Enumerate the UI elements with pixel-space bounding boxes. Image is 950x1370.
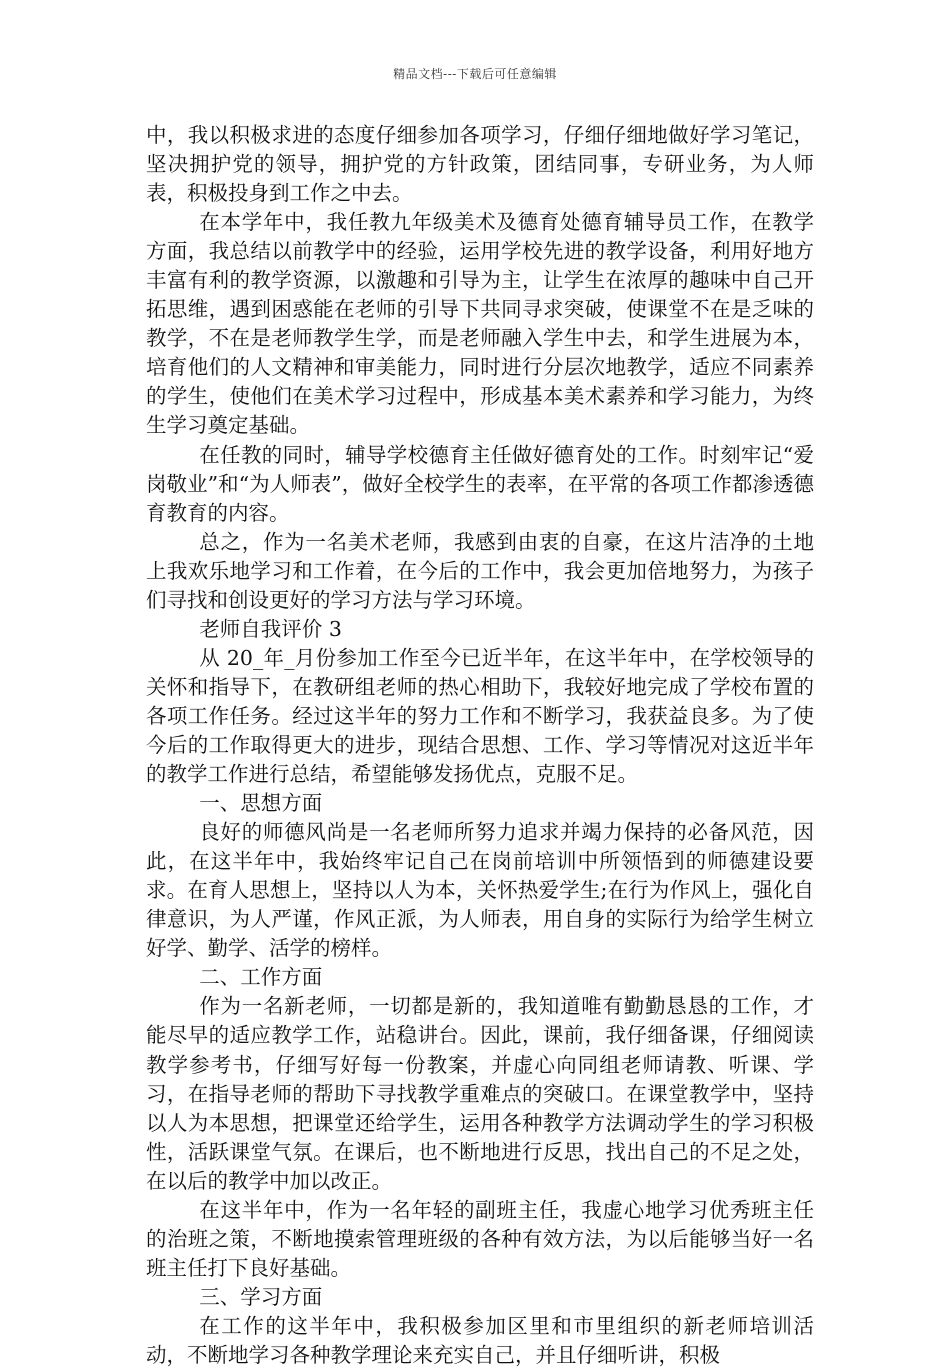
page-header: 精品文档---下载后可任意编辑 (393, 67, 557, 81)
paragraph-intro: 从 20_年_月份参加工作至今已近半年，在这半年中，在学校领导的关怀和指导下，在教研组老师的热心相助下，我较好地完成了学校布置的各项工作任务。经过这半年的努力工作和不断学习，我获益良多。为了使今后的工作取得更大的进步，现结合思想、工作、学习等情况对这近半年的教学工作进行总结，希望能够发扬优点，克服不足。 (146, 645, 814, 787)
section-title-evaluation-3: 老师自我评价 3 (199, 616, 342, 641)
paragraph-work: 作为一名新老师，一切都是新的，我知道唯有勤勤恳恳的工作，才能尽早的适应教学工作，站稳讲台。因此，课前，我仔细备课，仔细阅读教学参考书，仔细写好每一份教案，并虚心向同组老师请教、听课、学习，在指导老师的帮助下寻找教学重难点的突破口。在课堂教学中，坚持以人为本思想，把课堂还给学生，运用各种教学方法调动学生的学习积极性，活跃课堂气氛。在课后，也不断地进行反思，找出自己的不足之处，在以后的教学中加以改正。 (146, 994, 814, 1193)
paragraph-study: 在工作的这半年中，我积极参加区里和市里组织的新老师培训活动，不断地学习各种教学理论来充实自己，并且仔细听讲，积极 (146, 1313, 814, 1367)
paragraph-continuation: 中，我以积极求进的态度仔细参加各项学习，仔细仔细地做好学习笔记，坚决拥护党的领导，拥护党的方针政策，团结同事，专研业务，为人师表，积极投身到工作之中去。 (146, 123, 814, 206)
paragraph-class-teacher: 在这半年中，作为一名年轻的副班主任，我虚心地学习优秀班主任的治班之策，不断地摸索管理班级的各种有效方法，为以后能够当好一名班主任打下良好基础。 (146, 1197, 814, 1280)
heading-study: 三、学习方面 (199, 1284, 323, 1309)
paragraph-teaching: 在本学年中，我任教九年级美术及德育处德育辅导员工作，在教学方面，我总结以前教学中的经验，运用学校先进的教学设备，利用好地方丰富有利的教学资源，以激趣和引导为主，让学生在浓厚的趣味中自己开拓思维，遇到困惑能在老师的引导下共同寻求突破，使课堂不在是乏味的教学，不在是老师教学生学，而是老师融入学生中去，和学生进展为本，培育他们的人文精神和审美能力，同时进行分层次地教学，适应不同素养的学生，使他们在美术学习过程中，形成基本美术素养和学习能力，为终生学习奠定基础。 (146, 210, 814, 438)
paragraph-summary: 总之，作为一名美术老师，我感到由衷的自豪，在这片洁净的土地上我欢乐地学习和工作着，在今后的工作中，我会更加倍地努力，为孩子们寻找和创设更好的学习方法与学习环境。 (146, 529, 814, 612)
paragraph-thought: 良好的师德风尚是一名老师所努力追求并竭力保持的必备风范，因此，在这半年中，我始终牢记自己在岗前培训中所领悟到的师德建设要求。在育人思想上，坚持以人为本，关怀热爱学生;在行为作风上，强化自律意识，为人严谨，作风正派，为人师表，用自身的实际行为给学生树立好学、勤学、活学的榜样。 (146, 820, 814, 961)
document-body (146, 121, 814, 1370)
heading-work: 二、工作方面 (199, 965, 323, 990)
paragraph-moral-education: 在任教的同时，辅导学校德育主任做好德育处的工作。时刻牢记“爱岗敬业”和“为人师表”，做好全校学生的表率，在平常的各项工作都渗透德育教育的内容。 (146, 442, 814, 525)
heading-thought: 一、思想方面 (199, 791, 323, 816)
